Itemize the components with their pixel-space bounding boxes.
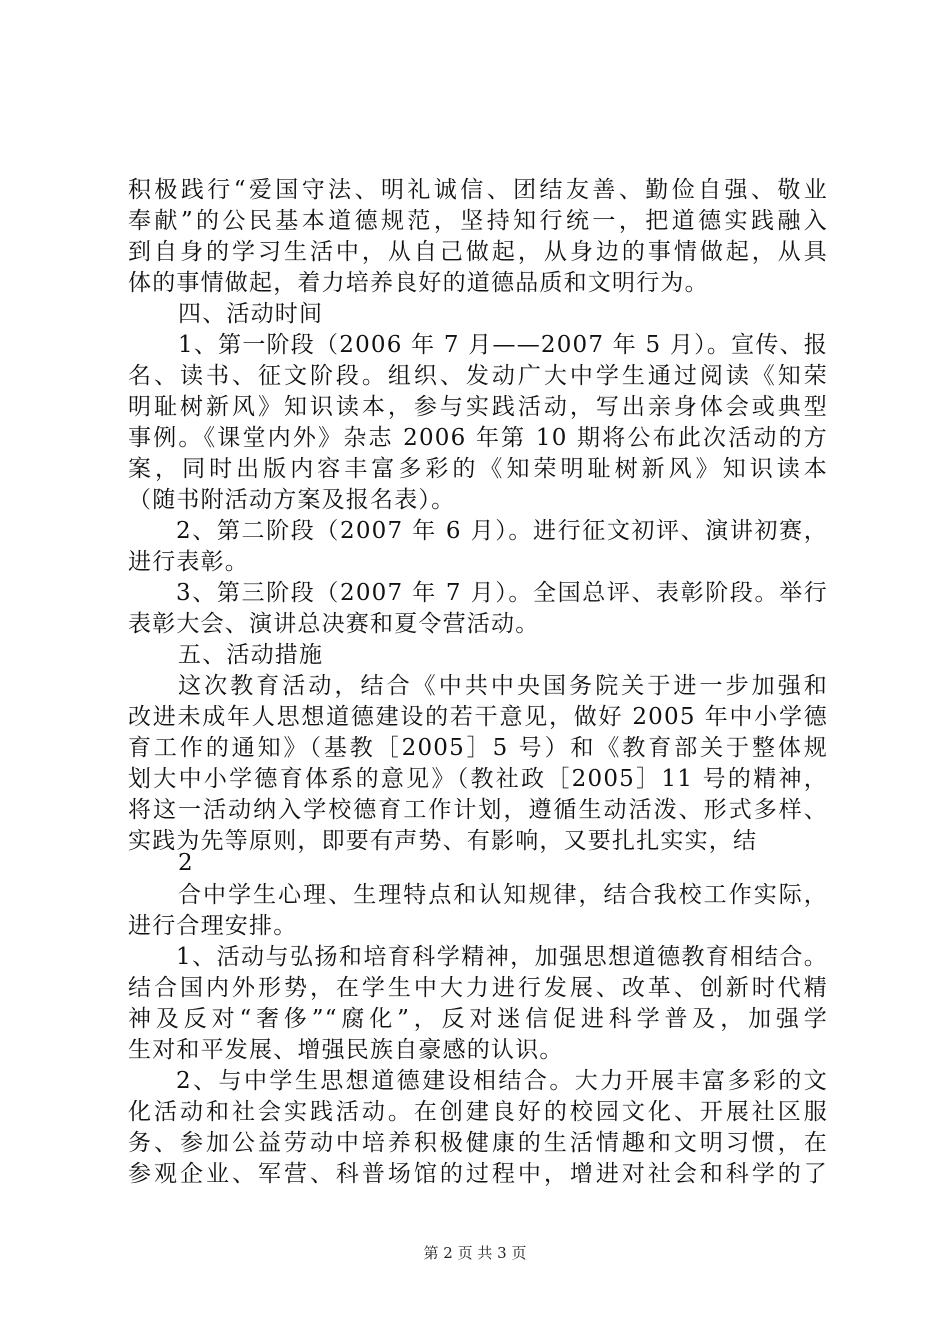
text-line: 体的事情做起，着力培养良好的道德品质和文明行为。 xyxy=(128,270,709,296)
text-line: 表彰大会、演讲总决赛和夏令营活动。 xyxy=(128,611,540,637)
text-line: 1、第一阶段（2006 年 7 月——2007 年 5 月）。宣传、报 xyxy=(178,332,828,358)
text-line: 名、读书、征文阶段。组织、发动广大中学生通过阅读《知荣 xyxy=(128,363,828,389)
text-line: 2、与中学生思想道德建设相结合。大力开展丰富多彩的文 xyxy=(176,1068,828,1094)
text-line: 化活动和社会实践活动。在创建良好的校园文化、开展社区服 xyxy=(128,1099,828,1125)
text-line: 育工作的通知》（基教［2005］5 号）和《教育部关于整体规 xyxy=(128,735,828,761)
text-line: 参观企业、军营、科普场馆的过程中，增进对社会和科学的了 xyxy=(128,1161,828,1187)
section-heading: 五、活动措施 xyxy=(178,642,324,668)
text-line: 积极践行“爱国守法、明礼诚信、团结友善、勤俭自强、敬业 xyxy=(128,177,828,203)
text-line: （随书附活动方案及报名表）。 xyxy=(128,487,456,513)
section-heading: 四、活动时间 xyxy=(178,301,324,327)
inline-page-number: 2 xyxy=(178,850,193,876)
text-line: 务、参加公益劳动中培养积极健康的生活情趣和文明习惯，在 xyxy=(128,1130,828,1156)
text-line: 案，同时出版内容丰富多彩的《知荣明耻树新风》知识读本 xyxy=(128,456,828,482)
text-line: 将这一活动纳入学校德育工作计划，遵循生动活泼、形式多样、 xyxy=(128,797,828,823)
page-footer: 第 2 页 共 3 页 xyxy=(423,1244,527,1262)
text-line: 进行合理安排。 xyxy=(128,913,298,939)
text-line: 改进未成年人思想道德建设的若干意见，做好 2005 年中小学德 xyxy=(128,704,828,730)
text-line: 到自身的学习生活中，从自己做起，从身边的事情做起，从具 xyxy=(128,239,828,265)
text-line: 1、活动与弘扬和培育科学精神，加强思想道德教育相结合。 xyxy=(176,944,828,970)
text-line: 神及反对“奢侈”“腐化”，反对迷信促进科学普及，加强学 xyxy=(128,1006,828,1032)
text-line: 这次教育活动，结合《中共中央国务院关于进一步加强和 xyxy=(178,673,828,699)
text-line: 明耻树新风》知识读本，参与实践活动，写出亲身体会或典型 xyxy=(128,394,828,420)
text-line: 进行表彰。 xyxy=(128,549,249,575)
text-line: 实践为先等原则，即要有声势、有影响，又要扎扎实实，结 xyxy=(128,828,758,854)
text-line: 奉献”的公民基本道德规范，坚持知行统一，把道德实践融入 xyxy=(128,208,828,234)
text-line: 生对和平发展、增强民族自豪感的认识。 xyxy=(128,1037,564,1063)
text-line: 3、第三阶段（2007 年 7 月）。全国总评、表彰阶段。举行 xyxy=(176,580,828,606)
text-line: 划大中小学德育体系的意见》（教社政［2005］11 号的精神， xyxy=(128,766,828,792)
text-line: 事例。《课堂内外》杂志 2006 年第 10 期将公布此次活动的方 xyxy=(128,425,828,451)
text-line: 合中学生心理、生理特点和认知规律，结合我校工作实际， xyxy=(178,882,828,908)
text-line: 2、第二阶段（2007 年 6 月）。进行征文初评、演讲初赛， xyxy=(176,518,828,544)
text-line: 结合国内外形势，在学生中大力进行发展、改革、创新时代精 xyxy=(128,975,828,1001)
